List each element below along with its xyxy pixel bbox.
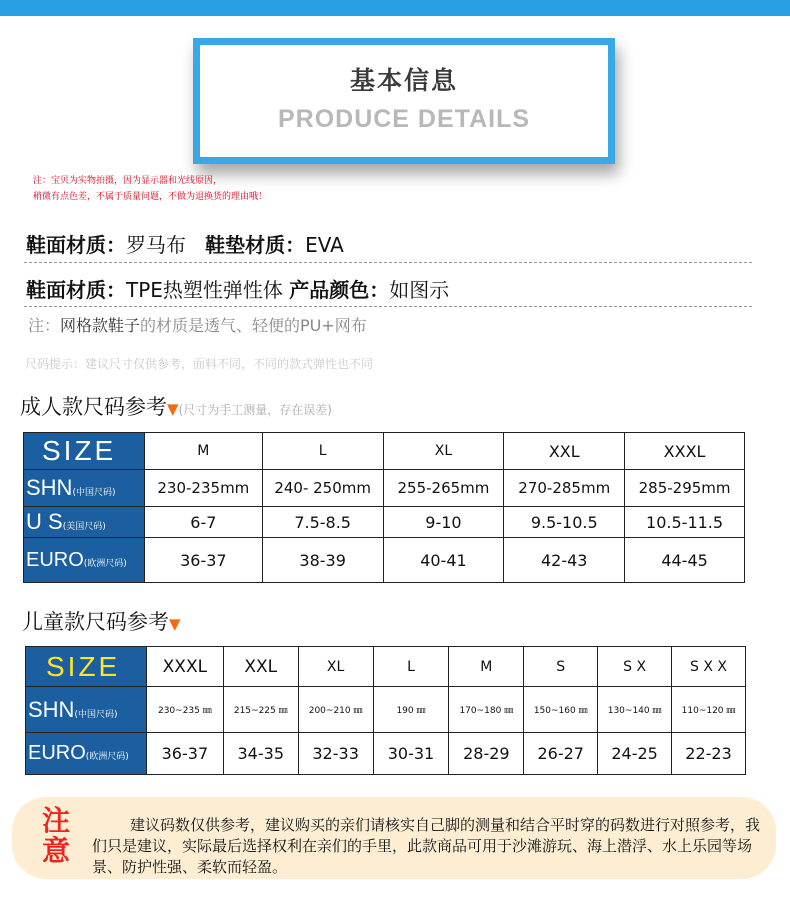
- size-cell: XXL: [223, 647, 298, 687]
- shn-cell: 215~225 ㎜: [223, 687, 298, 733]
- upper-material-value: 罗马布: [126, 233, 186, 257]
- euro-cell: 30-31: [373, 733, 449, 775]
- size-label-cell: SIZE: [24, 433, 145, 470]
- material-row-2: [26, 274, 449, 303]
- size-cell: XL: [298, 647, 373, 687]
- notice-text: 建议码数仅供参考，建议购买的亲们请核实自己脚的测量和结合平时穿的码数进行对照参考，我们只是建议，实际最后选择权利在亲们的手里，此款商品可用于沙滩游玩、海上潜浮、水上乐园等场景、防护性强、柔软而轻盈。: [92, 816, 761, 876]
- kids-size-title: [22, 606, 181, 636]
- adult-title-sub: (尺寸为手工测量，存在误差): [178, 403, 332, 417]
- table-row: [24, 470, 745, 507]
- divider: [24, 262, 752, 263]
- us-cell: 9-10: [383, 507, 504, 538]
- euro-cell: 36-37: [146, 733, 223, 775]
- table-row: [26, 687, 746, 733]
- shn-cell: 200~210 ㎜: [298, 687, 373, 733]
- size-cell: XL: [383, 433, 504, 470]
- euro-cell: 28-29: [449, 733, 524, 775]
- notice-label: 注意: [42, 804, 71, 867]
- insole-material-value: EVA: [305, 233, 344, 257]
- table-row: [26, 733, 746, 775]
- euro-cell: 34-35: [223, 733, 298, 775]
- upper-material-value-2: TPE热塑性弹性体: [126, 278, 283, 302]
- table-row: [26, 647, 746, 687]
- size-cell: XXXL: [146, 647, 223, 687]
- kids-size-table: [25, 646, 746, 775]
- euro-cell: 32-33: [298, 733, 373, 775]
- adult-size-table: [23, 432, 745, 583]
- header-title: 基本信息: [349, 66, 458, 95]
- note-rest: 的材质是透气、轻便的PU+网布: [140, 316, 367, 335]
- us-cell: 7.5-8.5: [262, 507, 383, 538]
- disclaimer-line-1: 注：宝贝为实物拍摄，因为显示器和光线原因，: [33, 176, 223, 186]
- mesh-material-note: [28, 313, 367, 336]
- us-cell: 9.5-10.5: [504, 507, 625, 538]
- shn-label-cell: SHN(中国尺码): [26, 687, 147, 733]
- size-cell: M: [449, 647, 524, 687]
- euro-cell: 36-37: [144, 538, 262, 583]
- arrow-down-icon: ▼: [169, 615, 181, 633]
- arrow-down-icon: ▼: [167, 400, 179, 418]
- top-accent-bar: [0, 0, 790, 16]
- divider: [24, 306, 752, 307]
- euro-cell: 40-41: [383, 538, 504, 583]
- size-cell: L: [262, 433, 383, 470]
- size-cell: L: [373, 647, 449, 687]
- kids-title-text: 儿童款尺码参考: [22, 610, 169, 634]
- shn-cell: 170~180 ㎜: [449, 687, 524, 733]
- header-banner: [193, 38, 615, 164]
- shn-label-cell: SHN(中国尺码): [24, 470, 145, 507]
- size-cell: XXL: [504, 433, 625, 470]
- adult-title-text: 成人款尺码参考: [20, 395, 167, 419]
- insole-material-label: 鞋垫材质：: [205, 233, 306, 257]
- shn-cell: 240- 250mm: [262, 470, 383, 507]
- table-row: [24, 433, 745, 470]
- euro-cell: 44-45: [625, 538, 745, 583]
- product-color-label: 产品颜色：: [289, 278, 390, 302]
- us-cell: 6-7: [144, 507, 262, 538]
- size-label-cell: SIZE: [26, 647, 147, 687]
- shn-cell: 130~140 ㎜: [598, 687, 672, 733]
- table-row: [24, 507, 745, 538]
- us-cell: 10.5-11.5: [625, 507, 745, 538]
- euro-cell: 26-27: [524, 733, 598, 775]
- size-cell: M: [144, 433, 262, 470]
- shn-cell: 190 ㎜: [373, 687, 449, 733]
- shn-cell: 150~160 ㎜: [524, 687, 598, 733]
- product-color-value: 如图示: [389, 278, 450, 302]
- size-hint: 尺码提示：建议尺寸仅供参考，面料不同，不同的款式弹性也不同: [25, 357, 374, 371]
- shn-cell: 230-235mm: [144, 470, 262, 507]
- euro-cell: 42-43: [504, 538, 625, 583]
- size-cell: S: [524, 647, 598, 687]
- euro-label-cell: EURO(欧洲尺码): [24, 538, 145, 583]
- size-cell: S X: [598, 647, 672, 687]
- euro-label-cell: EURO(欧洲尺码): [26, 733, 147, 775]
- note-prefix: 注：: [28, 316, 61, 335]
- header-subtitle: PRODUCE DETAILS: [277, 105, 531, 133]
- adult-size-title: [20, 391, 332, 421]
- shn-cell: 255-265mm: [383, 470, 504, 507]
- shn-cell: 110~120 ㎜: [672, 687, 746, 733]
- us-label-cell: U S(美国尺码): [24, 507, 145, 538]
- euro-cell: 38-39: [262, 538, 383, 583]
- shn-cell: 285-295mm: [625, 470, 745, 507]
- upper-material-label-2: 鞋面材质：: [26, 278, 126, 302]
- euro-cell: 22-23: [672, 733, 746, 775]
- shn-cell: 270-285mm: [504, 470, 625, 507]
- table-row: [24, 538, 745, 583]
- upper-material-label: 鞋面材质：: [26, 233, 126, 257]
- shn-cell: 230~235 ㎜: [146, 687, 223, 733]
- size-cell: S X X: [672, 647, 746, 687]
- size-cell: XXXL: [625, 433, 745, 470]
- material-row-1: [26, 229, 344, 258]
- euro-cell: 24-25: [598, 733, 672, 775]
- note-highlight: 网格款鞋子: [60, 316, 141, 335]
- photo-disclaimer: [33, 173, 267, 205]
- disclaimer-line-2: 稍微有点色差，不属于质量问题，不做为退换货的理由哦！: [33, 192, 268, 202]
